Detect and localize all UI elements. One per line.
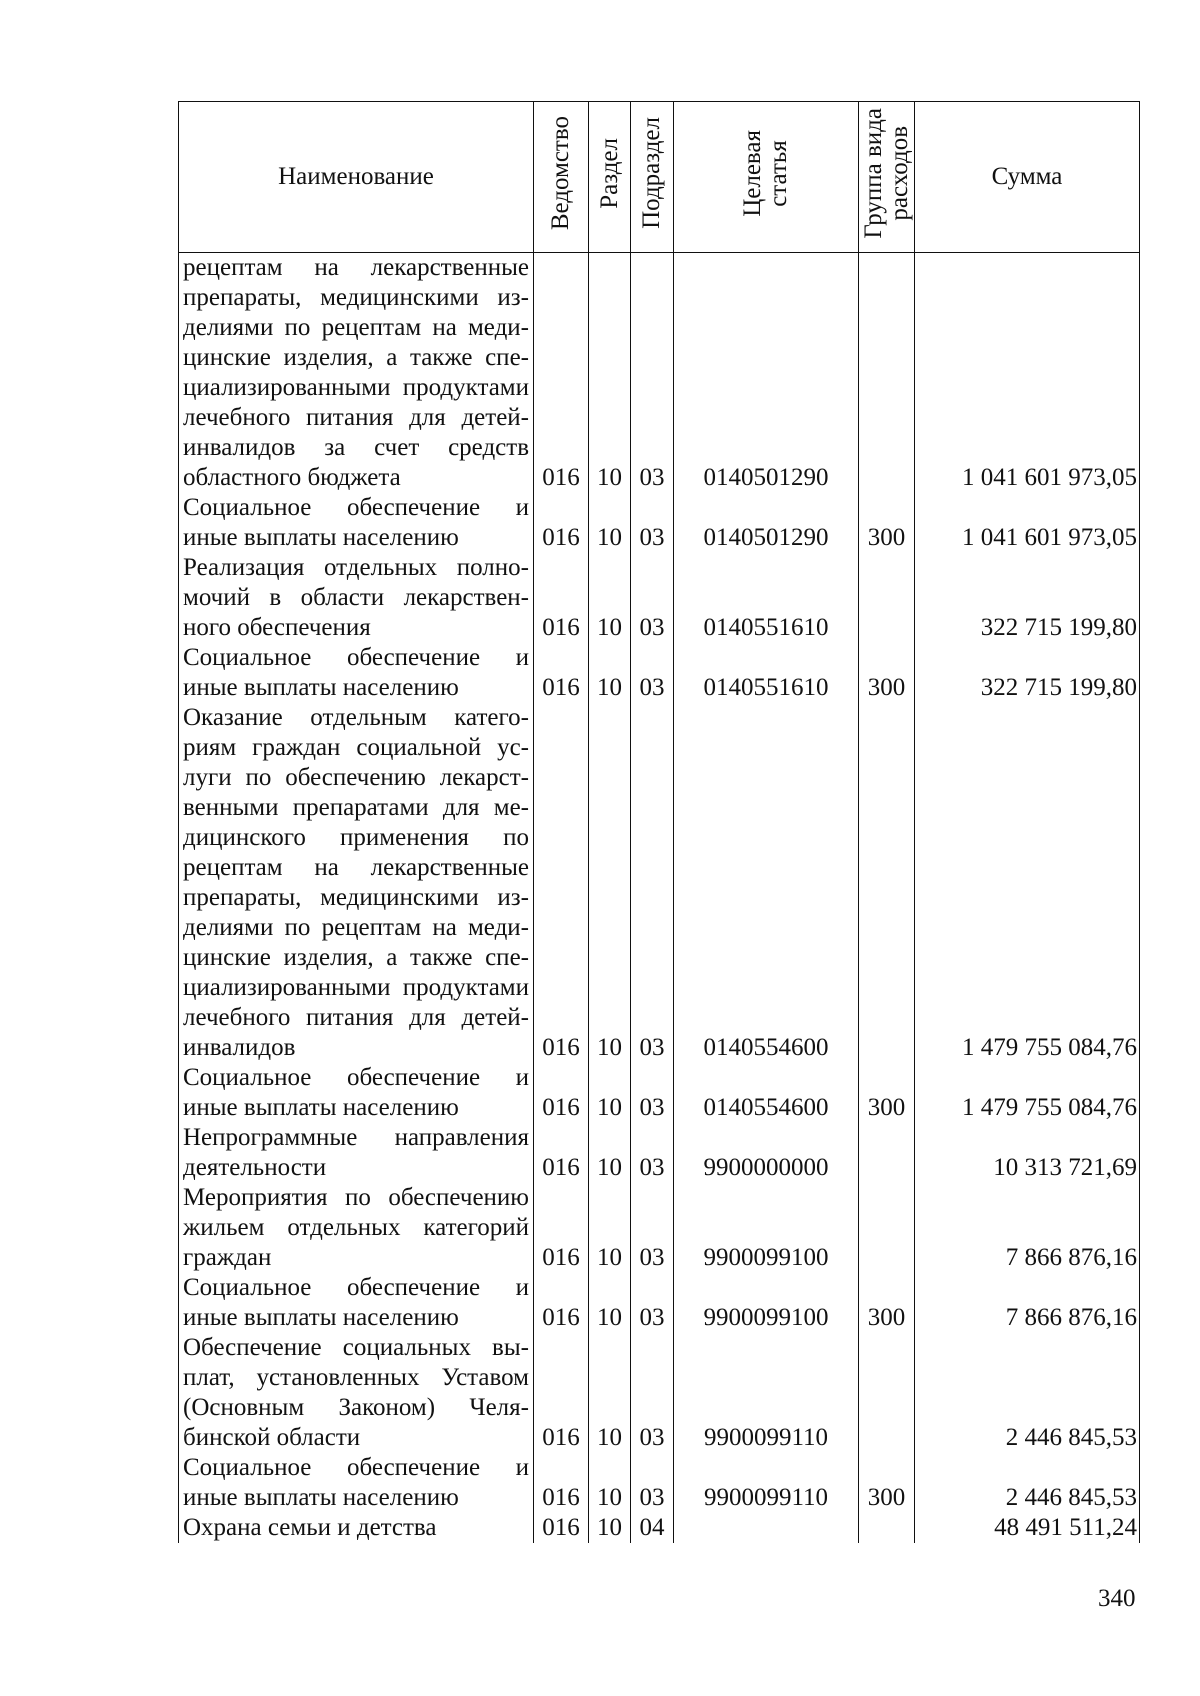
- cell-summa: 7 866 876,16: [915, 1273, 1140, 1333]
- cell-podrazdel: 03: [631, 1183, 674, 1273]
- cell-summa: 322 715 199,80: [915, 643, 1140, 703]
- cell-razdel: 10: [589, 1453, 631, 1513]
- cell-gruppa: [859, 553, 915, 643]
- cell-celevaya-statya: 0140554600: [674, 703, 859, 1063]
- cell-razdel: 10: [589, 553, 631, 643]
- table-row: [179, 1333, 1140, 1453]
- cell-name: Социальное обеспечение и иные выплаты населению: [179, 643, 534, 703]
- cell-celevaya-statya: 0140551610: [674, 643, 859, 703]
- cell-vedomstvo: 016: [534, 643, 589, 703]
- header-vedomstvo: Ведомство: [534, 102, 589, 253]
- table-row: [179, 1063, 1140, 1123]
- cell-gruppa: 300: [859, 1273, 915, 1333]
- header-name: Наименование: [179, 102, 534, 253]
- cell-vedomstvo: 016: [534, 493, 589, 553]
- budget-table: [178, 101, 1140, 1543]
- cell-vedomstvo: 016: [534, 1183, 589, 1273]
- cell-vedomstvo: 016: [534, 703, 589, 1063]
- cell-vedomstvo: 016: [534, 253, 589, 494]
- cell-podrazdel: 03: [631, 1063, 674, 1123]
- cell-vedomstvo: 016: [534, 1453, 589, 1513]
- cell-celevaya-statya: 9900000000: [674, 1123, 859, 1183]
- cell-podrazdel: 03: [631, 1273, 674, 1333]
- cell-gruppa: 300: [859, 1063, 915, 1123]
- cell-summa: 48 491 511,24: [915, 1513, 1140, 1543]
- cell-vedomstvo: 016: [534, 1333, 589, 1453]
- cell-name: Непрограммные направления деятельности: [179, 1123, 534, 1183]
- table-header-row: [179, 102, 1140, 253]
- cell-name: Оказание отдельным категориям граждан социальной услуги по обеспечению лекарственными препаратами для медицинского применения по рецептам на лекарственные препараты, медицинскими изделиями по рецептам на медицинские изделия, а также специализированными продуктами лечебного питания для детей-инвалидов: [179, 703, 534, 1063]
- cell-gruppa: [859, 1183, 915, 1273]
- cell-razdel: 10: [589, 1333, 631, 1453]
- cell-gruppa: [859, 1513, 915, 1543]
- cell-razdel: 10: [589, 493, 631, 553]
- cell-summa: 10 313 721,69: [915, 1123, 1140, 1183]
- cell-celevaya-statya: 9900099110: [674, 1453, 859, 1513]
- table-row: [179, 1123, 1140, 1183]
- cell-name: Охрана семьи и детства: [179, 1513, 534, 1543]
- cell-vedomstvo: 016: [534, 553, 589, 643]
- cell-podrazdel: 03: [631, 493, 674, 553]
- cell-razdel: 10: [589, 1513, 631, 1543]
- cell-podrazdel: 03: [631, 253, 674, 494]
- cell-gruppa: 300: [859, 643, 915, 703]
- cell-razdel: 10: [589, 703, 631, 1063]
- table-row: [179, 1183, 1140, 1273]
- header-podrazdel: Подраздел: [631, 102, 674, 253]
- cell-razdel: 10: [589, 1273, 631, 1333]
- cell-gruppa: [859, 1333, 915, 1453]
- cell-summa: 1 479 755 084,76: [915, 1063, 1140, 1123]
- cell-gruppa: [859, 703, 915, 1063]
- cell-podrazdel: 03: [631, 703, 674, 1063]
- cell-celevaya-statya: 9900099100: [674, 1183, 859, 1273]
- table-row: [179, 1513, 1140, 1543]
- cell-celevaya-statya: [674, 1513, 859, 1543]
- cell-podrazdel: 03: [631, 1333, 674, 1453]
- page-number: 340: [1098, 1585, 1136, 1612]
- cell-podrazdel: 03: [631, 1453, 674, 1513]
- cell-razdel: 10: [589, 643, 631, 703]
- header-razdel: Раздел: [589, 102, 631, 253]
- cell-name: Социальное обеспечение и иные выплаты населению: [179, 1273, 534, 1333]
- cell-celevaya-statya: 0140551610: [674, 553, 859, 643]
- cell-vedomstvo: 016: [534, 1513, 589, 1543]
- table-row: [179, 553, 1140, 643]
- cell-gruppa: [859, 253, 915, 494]
- cell-gruppa: [859, 1123, 915, 1183]
- cell-celevaya-statya: 0140501290: [674, 493, 859, 553]
- header-gruppa-vida-rashodov: Группа вида расходов: [859, 102, 915, 253]
- cell-name: Мероприятия по обеспечению жильем отдельных категорий граждан: [179, 1183, 534, 1273]
- cell-celevaya-statya: 0140501290: [674, 253, 859, 494]
- cell-name: Обеспечение социальных выплат, установленных Уставом (Основным Законом) Челябинской области: [179, 1333, 534, 1453]
- cell-vedomstvo: 016: [534, 1063, 589, 1123]
- cell-vedomstvo: 016: [534, 1123, 589, 1183]
- cell-razdel: 10: [589, 253, 631, 494]
- cell-podrazdel: 03: [631, 1123, 674, 1183]
- cell-summa: 2 446 845,53: [915, 1333, 1140, 1453]
- table-row: [179, 1453, 1140, 1513]
- cell-gruppa: 300: [859, 1453, 915, 1513]
- cell-celevaya-statya: 9900099110: [674, 1333, 859, 1453]
- cell-summa: 1 041 601 973,05: [915, 253, 1140, 494]
- cell-podrazdel: 03: [631, 643, 674, 703]
- cell-celevaya-statya: 9900099100: [674, 1273, 859, 1333]
- header-summa: Сумма: [915, 102, 1140, 253]
- cell-celevaya-statya: 0140554600: [674, 1063, 859, 1123]
- cell-name: Социальное обеспечение и иные выплаты населению: [179, 1063, 534, 1123]
- cell-summa: 2 446 845,53: [915, 1453, 1140, 1513]
- table-row: [179, 1273, 1140, 1333]
- cell-podrazdel: 04: [631, 1513, 674, 1543]
- table-row: [179, 253, 1140, 494]
- cell-podrazdel: 03: [631, 553, 674, 643]
- cell-vedomstvo: 016: [534, 1273, 589, 1333]
- cell-razdel: 10: [589, 1063, 631, 1123]
- cell-gruppa: 300: [859, 493, 915, 553]
- cell-summa: 322 715 199,80: [915, 553, 1140, 643]
- cell-razdel: 10: [589, 1123, 631, 1183]
- cell-name: рецептам на лекарственные препараты, медицинскими изделиями по рецептам на медицинские изделия, а также специализированными продуктами лечебного питания для детей-инвалидов за счет средств областного бюджета: [179, 253, 534, 494]
- cell-name: Реализация отдельных полномочий в области лекарственного обеспечения: [179, 553, 534, 643]
- cell-razdel: 10: [589, 1183, 631, 1273]
- table-row: [179, 493, 1140, 553]
- cell-summa: 1 479 755 084,76: [915, 703, 1140, 1063]
- cell-summa: 7 866 876,16: [915, 1183, 1140, 1273]
- table-row: [179, 703, 1140, 1063]
- cell-name: Социальное обеспечение и иные выплаты населению: [179, 493, 534, 553]
- cell-name: Социальное обеспечение и иные выплаты населению: [179, 1453, 534, 1513]
- table-row: [179, 643, 1140, 703]
- header-celevaya-statya: Целевая статья: [674, 102, 859, 253]
- cell-summa: 1 041 601 973,05: [915, 493, 1140, 553]
